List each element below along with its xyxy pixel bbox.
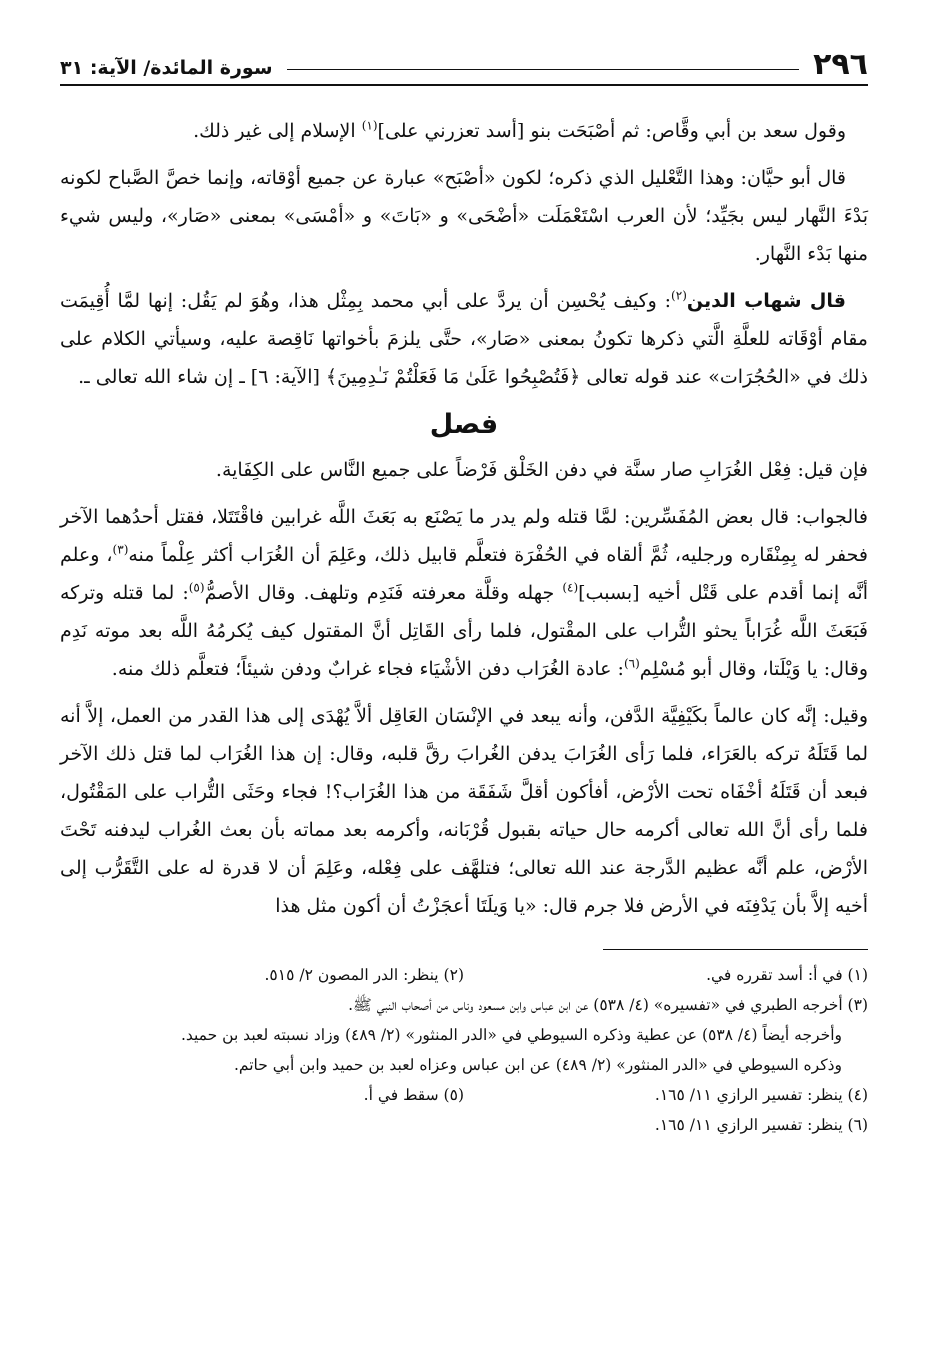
- footnote-ref-6: (٦): [623, 656, 640, 671]
- paragraph-5-part-e: : عادة الغُرَاب دفن الأشْيَاء فجاء غرابٌ ودفن شيئاً؛ فتعلَّم ذلك منه.: [111, 658, 624, 680]
- paragraph-5-part-b: ، وعلم أنَّه إنما أقدم على قَتْل أخيه [بسبب]: [60, 544, 868, 604]
- footnote-1: (١) في أ: أسد تقرره في.: [706, 966, 868, 984]
- footnote-ref-2: (٢): [671, 288, 687, 303]
- footnote-4: (٤) ينظر: تفسير الرازي ١١/ ١٦٥.: [654, 1086, 868, 1104]
- paragraph-1-rest: الإسلام إلى غير ذلك.: [193, 120, 362, 142]
- footnote-3-continued-2: وذكره السيوطي في «الدر المنثور» (٢/ ٤٨٩) عن ابن عباس وعزاه لعبد بن حميد وابن أبي حاتم.: [233, 1056, 842, 1074]
- header-rule: [287, 69, 800, 70]
- footnote-3-continued: وأخرجه أيضاً (٤/ ٥٣٨) عن عطية وذكره السيوطي في «الدر المنثور» (٢/ ٤٨٩) وزاد نسبته لعبد بن حميد.: [180, 1026, 842, 1044]
- paragraph-4: فإن قيل: فِعْل الغُرَابِ صار سنَّة في دفن الخَلْق فَرْضاً على جميع النَّاس على الكِفَاية.: [215, 459, 868, 481]
- page-number: ٢٩٦: [813, 47, 868, 82]
- footnote-divider: [603, 949, 868, 950]
- footnote-6: (٦) ينظر: تفسير الرازي ١١/ ١٦٥.: [654, 1116, 868, 1134]
- paragraph-1-text: وقول سعد بن أبي وقَّاص: ثم أصْبَحَت بنو [أسد تعزرني على]: [377, 120, 846, 142]
- footnote-ref-1: (١): [361, 118, 378, 133]
- paragraph-3: [60, 282, 868, 396]
- page: [60, 36, 868, 1336]
- paragraph-6: وقيل: إنَّه كان عالماً بكَيْفِيَّة الدَّفن، وأنه يبعد في الإنْسَان العَاقِل ألاَّ يُهْدَى إلى هذا القدر من العمل، إلاَّ أنه لما قَتَلَهُ تركه بالعَرَاء، فلما رَأى الغُرَابَ يدفن الغُرابَ رقَّ قلبه، وقال: إن هذا الغُرَاب لما قتل ذلك الآخر فبعد أن قَتَلَهُ أخْفَاه تحت الأرْض، أفأكون أقلَّ شَفَقَة من هذا الغُرَاب؟! فجاء وحَثَى التُّراب على المَقْتُول، فلما رأى أنَّ الله تعالى أكرمه حال حياته بقبول قُرْبَانه، وأكرمه بعد مماته بأن بعث الغُراب ليدفنه تَحْتَ الأرْض، علم أنَّه عظيم الدَّرجة عند الله تعالى؛ فتلهَّف على فِعْله، وعَلِمَ أن لا قدرة له على التَّقَرُّب إلى أخيه إلاَّ بأن يَدْفِنَه في الأرض فلا جرم قال: «يا وَيلَتَا أعجَزْتُ أن أكون مثل هذا: [60, 705, 868, 917]
- paragraph-2: قال أبو حيَّان: وهذا التَّعْليل الذي ذكره؛ لكون «أصْبَح» عبارة عن جميع أوْقاته، وإنما خصَّ الصَّباح لكونه بَدْءَ النَّهار ليس بجَيِّد؛ لأن العرب اسْتَعْمَلَت «أضْحَى» و «بَاتَ» و «أمْسَى» بمعنى «صَار»، وليس شيء منها بَدْء النَّهار.: [60, 167, 868, 265]
- footnote-ref-4: (٤): [562, 580, 579, 595]
- section-title: فصل: [429, 409, 499, 440]
- surah-title: سورة المائدة/ الآية: ٣١: [60, 57, 273, 80]
- footnotes: [60, 960, 868, 1140]
- paragraph-5-part-a: فالجواب: قال بعض المُفَسِّرين: لمَّا قتله ولم يدر ما يَصْنَع به بَعَثَ اللَّه غرابين فاقْتَتَلا، فقتل أحدُهما الآخر فحفر له بِمِنْقَاره ورجليه، ثُمَّ ألقاه في الحُفْرَة فتعلَّم قابيل ذلك، وعَلِمَ أن الغُرَاب أكثر عِلْماً منه: [60, 506, 868, 566]
- shihab-name: قال شهاب الدين: [686, 290, 846, 312]
- paragraph-3-text: : وكيف يُحْسِن أن يردَّ على أبي محمد بِمِثْل هذا، وهُوَ لم يَقُل: إنها لمَّا أُقِيمَت مقام أوْقَاته للعلَّةِ الَّتي ذكرها تكونُ بمعنى «صَار»، حتَّى يلزمَ بأخواتها نَاقِصة عليه، وسيأتي الكلام على ذلك في «الحُجُرَات» عند قوله تعالى ﴿فَتُصْبِحُوا عَلَىٰ مَا فَعَلْتُمْ نَـٰدِمِينَ﴾ [الآية: ٦] ـ إن شاء الله تعالى ـ.: [60, 290, 868, 388]
- paragraph-5: [60, 498, 868, 688]
- footnote-ref-5: (٥): [188, 580, 205, 595]
- paragraph-5-part-c: جهله وقلَّة معرفته فَنَدِم وتلهف. وقال الأصمُّ: [204, 582, 563, 604]
- main-text: [60, 112, 868, 925]
- paragraph-1: [60, 112, 868, 150]
- footnote-ref-3: (٣): [112, 542, 129, 557]
- footnote-2: (٢) ينظر: الدر المصون ٢/ ٥١٥.: [264, 966, 464, 984]
- footnote-5: (٥) سقط في أ.: [363, 1086, 464, 1104]
- page-header: [60, 36, 868, 86]
- footnote-3: (٣) أخرجه الطبري في «تفسيره» (٤/ ٥٣٨) عن ابن عباس وابن مسعود وناس من أصحاب النبي ﷺ.: [348, 996, 868, 1014]
- footnote-row-1-2: [60, 960, 868, 990]
- footnote-row-4-5: [60, 1080, 868, 1110]
- paragraph-5-part-d: : لما قتله وتركه فَبَعَثَ اللَّه غُرَاباً يحثو التُّراب على المقْتول، فلما رأى القَاتِل أنَّ المقتول كيف يُكرمُهُ اللَّه بعد موته نَدِم وقال: يا وَيْلَتا، وقال أبو مُسْلِم: [60, 582, 868, 680]
